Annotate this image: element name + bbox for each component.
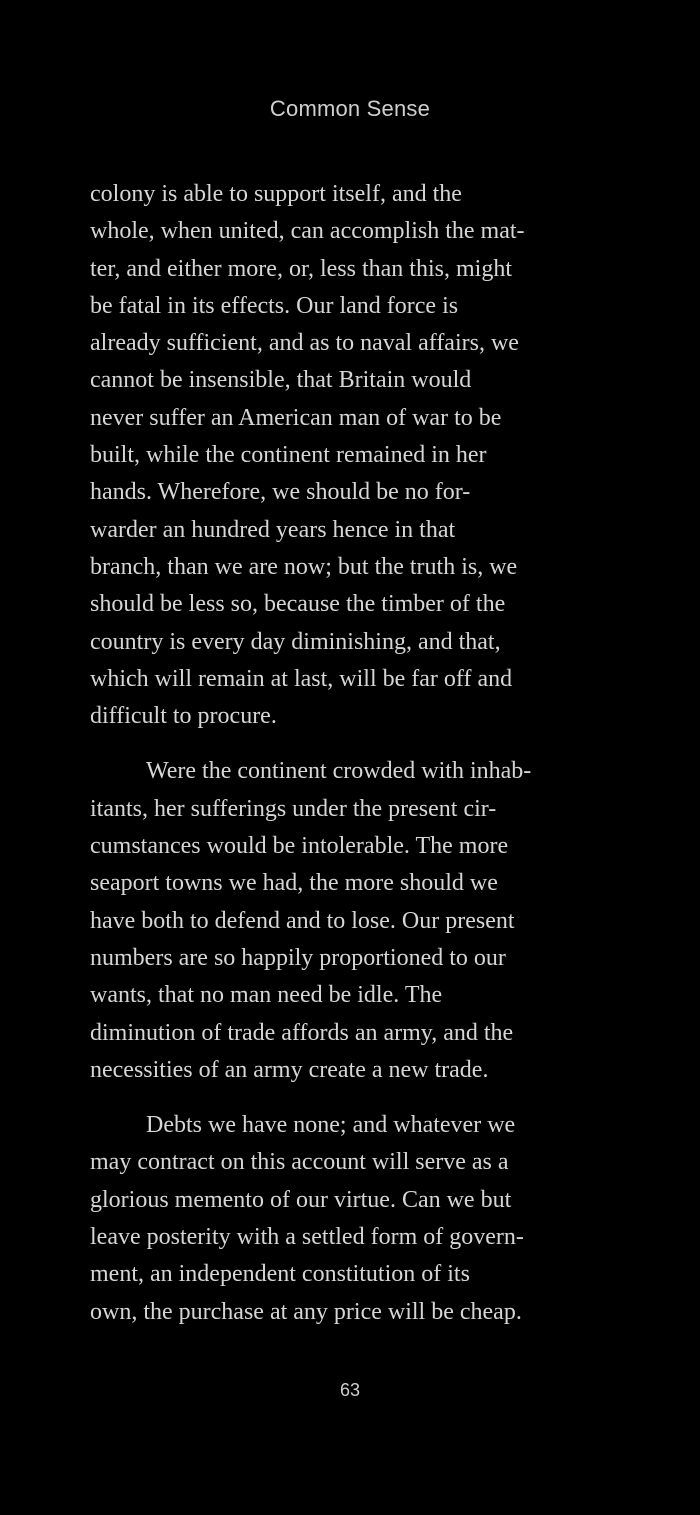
text-line: ter, and either more, or, less than this, might [90,255,512,282]
text-line: necessities of an army create a new trade. [90,1056,489,1083]
text-line: ment, an independent constitution of its [90,1261,470,1288]
page-number: 63 [339,1380,361,1400]
text-line: have both to defend and to lose. Our present [90,907,515,934]
book-title: Common Sense [269,96,431,121]
text-line: hands. Wherefore, we should be no for- [90,479,471,506]
text-line: Were the continent crowded with inhab- [146,758,532,785]
text-line: warder an hundred years hence in that [90,516,456,543]
text-line: branch, than we are now; but the truth is, we [90,553,518,580]
text-line: country is every day diminishing, and that, [90,628,501,655]
text-line: be fatal in its effects. Our land force is [90,292,459,319]
text-line: seaport towns we had, the more should we [90,870,498,897]
text-line: difficult to procure. [90,703,277,730]
text-line: should be less so, because the timber of the [90,591,506,618]
text-line: cumstances would be intolerable. The more [90,833,509,860]
page-body [90,176,615,1331]
paragraph-2 [90,753,615,1089]
text-line: wants, that no man need be idle. The [90,982,443,1009]
text-line: leave posterity with a settled form of govern- [90,1224,524,1251]
text-line: colony is able to support itself, and the [90,181,462,207]
text-line: Debts we have none; and whatever we [146,1112,516,1139]
text-line: cannot be insensible, that Britain would [90,367,472,394]
text-line: numbers are so happily proportioned to our [90,944,506,971]
text-line: diminution of trade affords an army, and the [90,1019,514,1046]
paragraph-1 [90,176,615,735]
text-line: already sufficient, and as to naval affairs, we [90,330,519,357]
text-line: glorious memento of our virtue. Can we but [90,1186,512,1213]
text-line: which will remain at last, will be far off and [90,665,513,692]
text-line: never suffer an American man of war to be [90,404,502,431]
text-line: may contract on this account will serve as a [90,1149,509,1176]
text-line: itants, her sufferings under the present cir- [90,795,497,822]
paragraph-3 [90,1107,615,1331]
text-line: whole, when united, can accomplish the mat- [90,218,525,245]
text-line: built, while the continent remained in her [90,442,487,469]
text-line: own, the purchase at any price will be cheap. [90,1298,522,1325]
